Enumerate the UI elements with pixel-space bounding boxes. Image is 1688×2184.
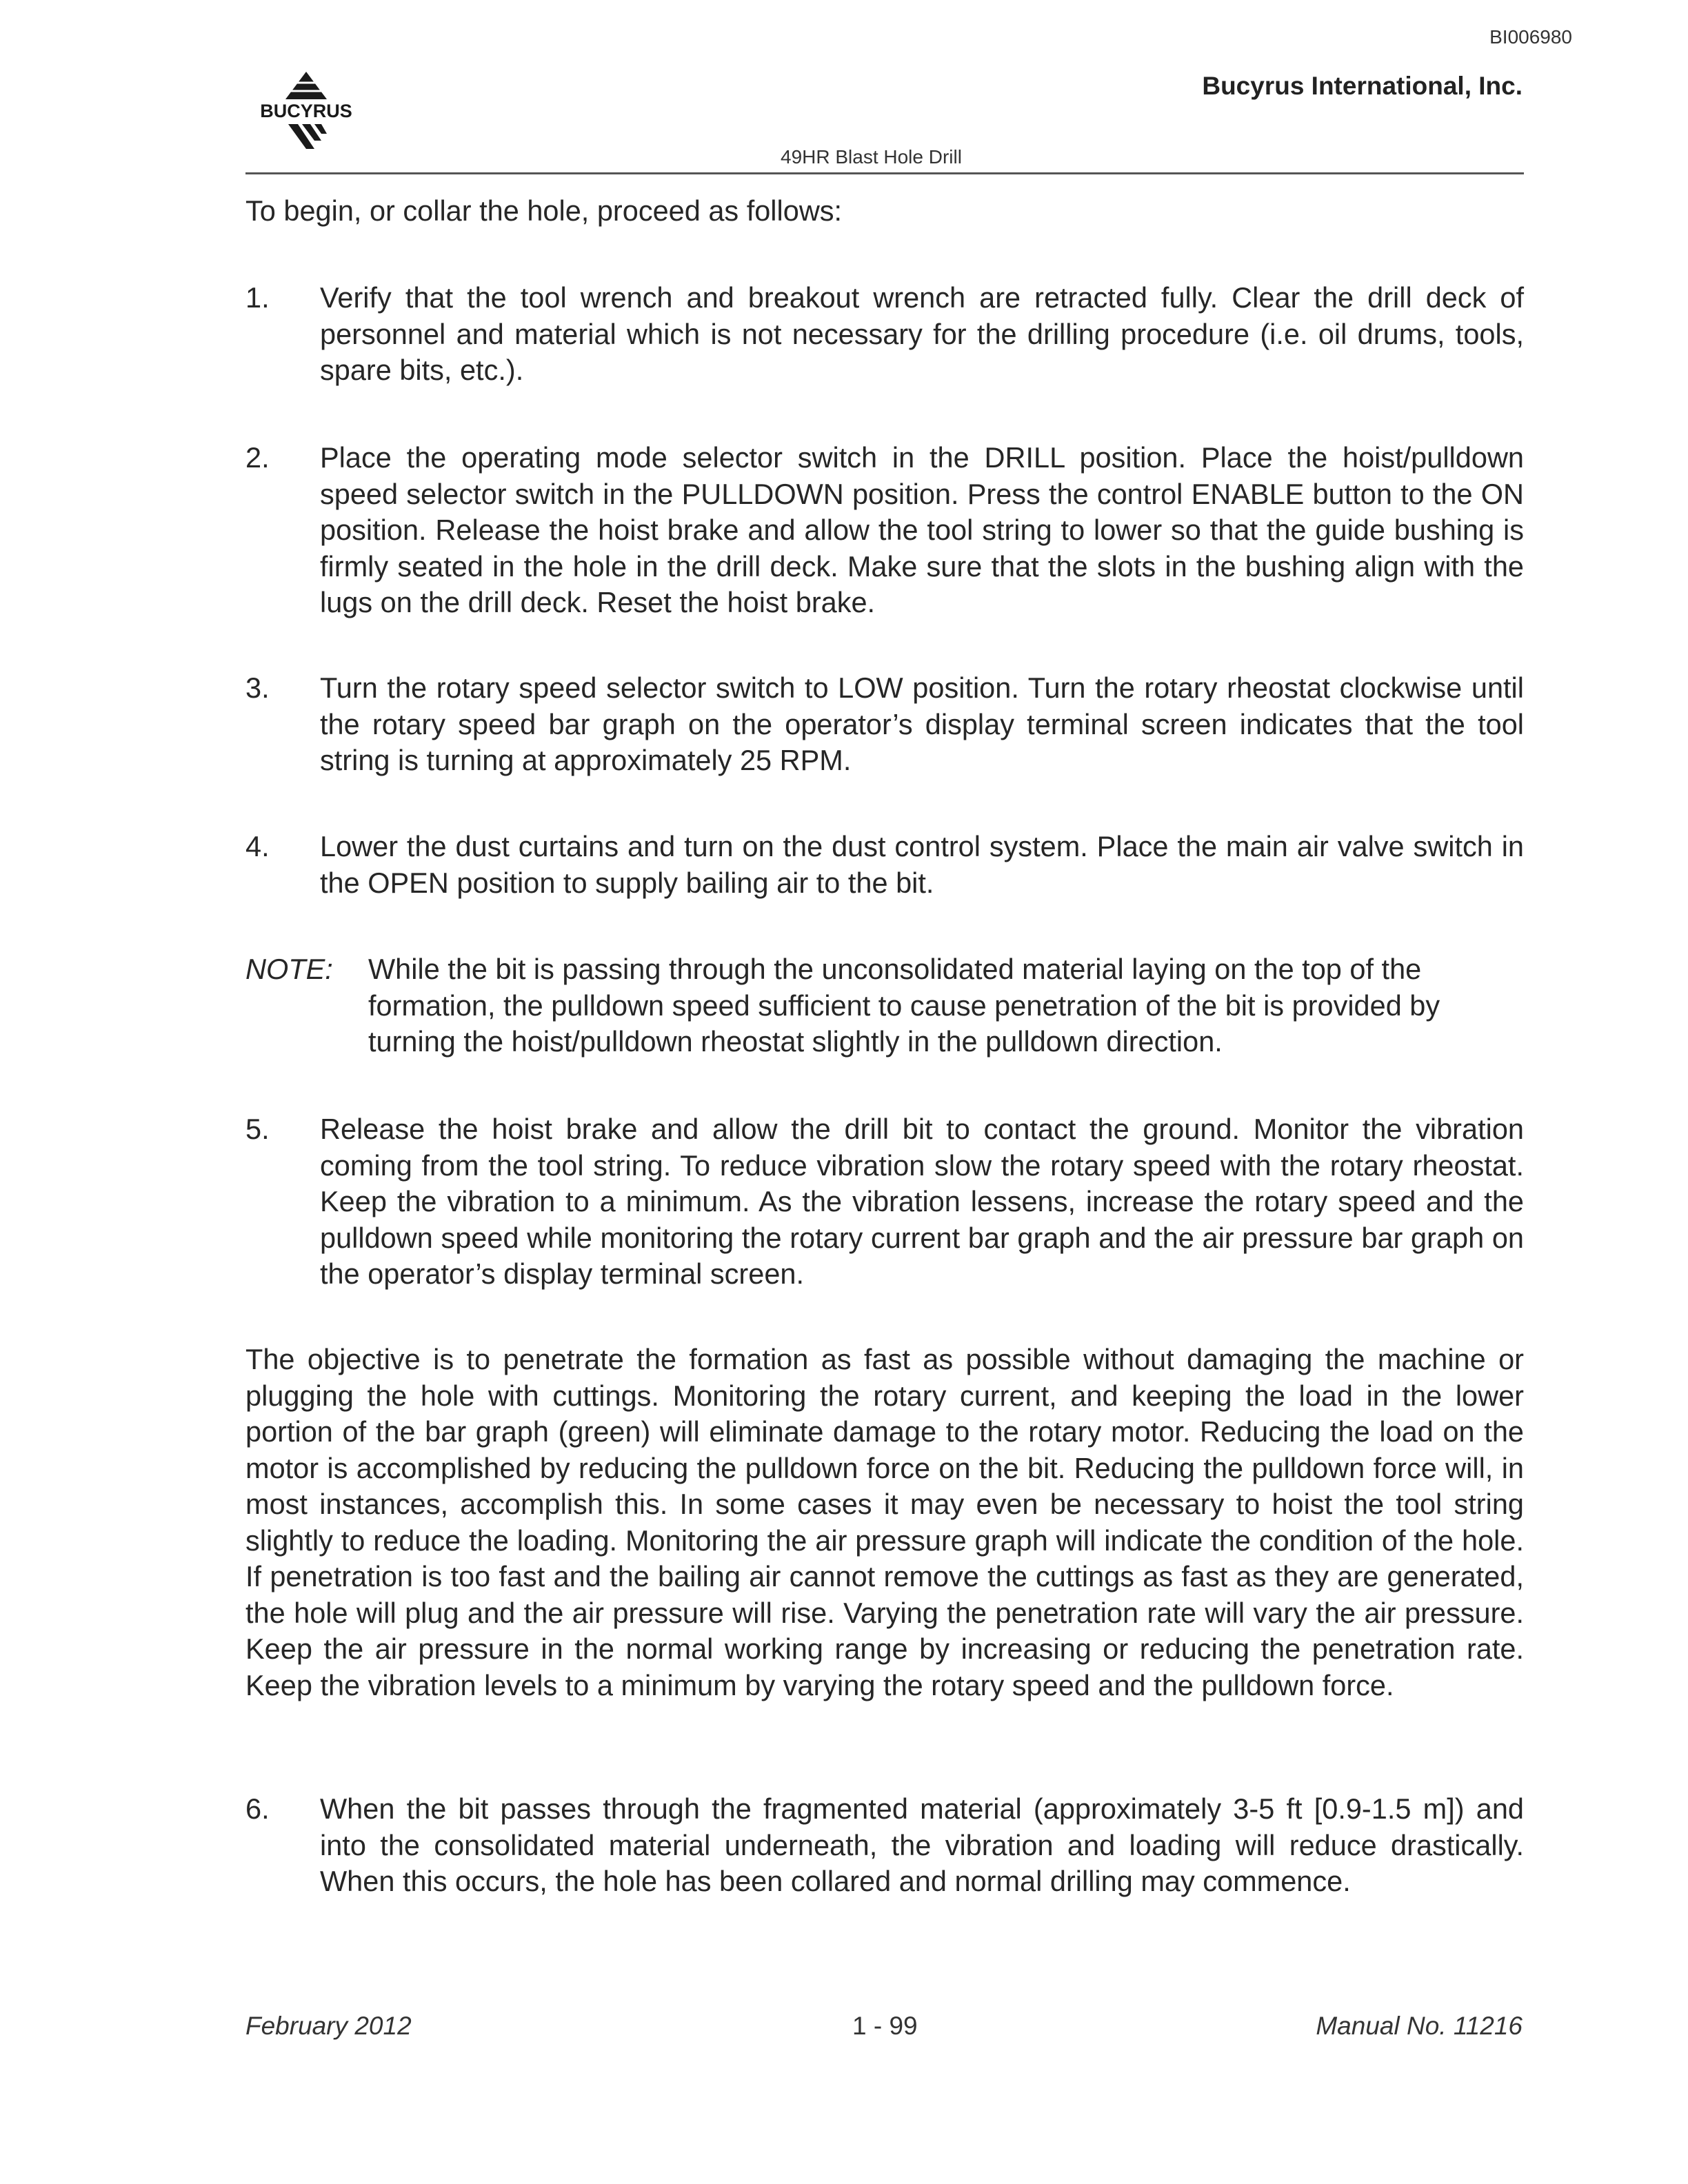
header-rule	[245, 172, 1524, 174]
step-number: 1.	[245, 281, 270, 314]
step-text: Verify that the tool wrench and breakout wrench are retracted fully. Clear the drill deck of personnel and material which is not necessary for the drilling procedure (i.e. oil drums, tools, spare bits, etc.).	[320, 281, 1524, 386]
note-text: While the bit is passing through the unconsolidated material laying on the top of the formation, the pulldown speed sufficient to cause penetration of the bit is provided by turning the hoist/pulldown rheostat slightly in the pulldown direction.	[368, 953, 1440, 1058]
step-text: When the bit passes through the fragmented material (approximately 3-5 ft [0.9-1.5 m]) and into the consolidated material underneath, the vibration and loading will reduce drastically. When this occurs, the hole has been collared and normal drilling may commence.	[320, 1792, 1524, 1897]
document-id: BI006980	[1489, 26, 1572, 48]
footer-date: February 2012	[245, 2012, 412, 2040]
document-subtitle: 49HR Blast Hole Drill	[781, 146, 962, 168]
step-number: 2.	[245, 441, 270, 474]
step-text: Place the operating mode selector switch in the DRILL position. Place the hoist/pulldown speed selector switch in the PULLDOWN position. Press the control ENABLE button to the ON position. Release the hoist brake and allow the tool string to lower so that the guide bushing is firmly seated in the hole in the drill deck. Make sure that the slots in the bushing align with the lugs on the drill deck. Reset the hoist brake.	[320, 441, 1524, 618]
step-number: 3.	[245, 671, 270, 704]
step-number: 4.	[245, 830, 270, 862]
company-name: Bucyrus International, Inc.	[1202, 72, 1523, 100]
objective-paragraph: The objective is to penetrate the formation as fast as possible without damaging the machine or plugging the hole with cuttings. Monitoring the rotary current, and keeping the load in the lower portion of the bar graph (green) will eliminate damage to the rotary motor. Reducing the load on the motor is accomplished by reducing the pulldown force on the bit. Reducing the pulldown force will, in most instances, accomplish this. In some cases it may even be necessary to hoist the tool string slightly to reduce the loading. Monitoring the air pressure graph will indicate the condition of the hole. If penetration is too fast and the bailing air cannot remove the cuttings as fast as they are generated, the hole will plug and the air pressure will rise. Varying the penetration rate will vary the air pressure. Keep the air pressure in the normal working range by increasing or reducing the penetration rate. Keep the vibration levels to a minimum by varying the rotary speed and the pulldown force.	[245, 1343, 1524, 1701]
footer-page-number: 1 - 99	[852, 2012, 918, 2040]
step-number: 5.	[245, 1113, 270, 1145]
intro-paragraph: To begin, or collar the hole, proceed as follows:	[245, 194, 843, 227]
step-text: Turn the rotary speed selector switch to LOW position. Turn the rotary rheostat clockwise until the rotary speed bar graph on the operator’s display terminal screen indicates that the tool string is turning at approximately 25 RPM.	[320, 671, 1524, 776]
bucyrus-logo	[243, 69, 370, 152]
step-text: Release the hoist brake and allow the drill bit to contact the ground. Monitor the vibration coming from the tool string. To reduce vibration slow the rotary speed with the rotary rheostat. Keep the vibration to a minimum. As the vibration lessens, increase the rotary speed and the pulldown speed while monitoring the rotary current bar graph and the air pressure bar graph on the operator’s display terminal screen.	[320, 1113, 1524, 1290]
note-label: NOTE:	[245, 953, 333, 985]
step-number: 6.	[245, 1792, 270, 1825]
step-text: Lower the dust curtains and turn on the dust control system. Place the main air valve switch in the OPEN position to supply bailing air to the bit.	[320, 830, 1524, 899]
footer-manual-number: Manual No. 11216	[1316, 2012, 1523, 2040]
svg-text:BUCYRUS: BUCYRUS	[260, 101, 352, 121]
